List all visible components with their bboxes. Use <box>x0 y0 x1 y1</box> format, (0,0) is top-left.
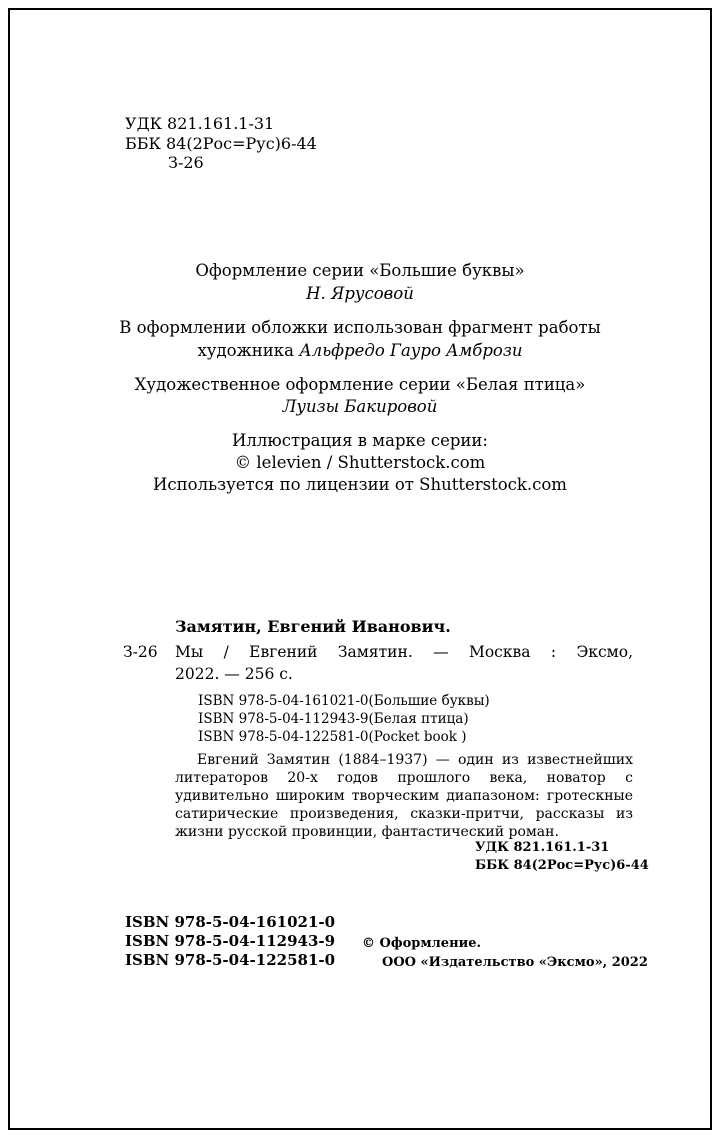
bbk-code-bottom: ББК 84(2Рос=Рус)6-44 <box>475 858 649 873</box>
annotation-text: Евгений Замятин (1884–1937) — один из известнейших литераторов 20-х годов прошлого века, новатор с удивительно широким творческим диапазоном: гротескные сатирические произведения, сказки-притчи, рассказы из жизни русской провинции, фантастический роман. <box>175 752 633 840</box>
isbn-bold-2: ISBN 978-5-04-112943-9 <box>125 932 336 950</box>
isbn-bold-3: ISBN 978-5-04-122581-0 <box>125 951 336 969</box>
title-verso-page <box>8 8 712 1130</box>
art-designer-name: Луизы Бакировой <box>282 397 438 416</box>
series-designer-name: Н. Ярусовой <box>306 284 414 303</box>
cover-artist-prefix: художника <box>197 341 294 360</box>
title-line: Мы / Евгений Замятин. — Москва : Эксмо, <box>175 643 633 661</box>
isbn-line-3: ISBN 978-5-04-122581-0(Pocket book ) <box>198 729 467 745</box>
author-mark-top: З-26 <box>168 153 204 172</box>
art-design-line: Художественное оформление серии «Белая птица» <box>134 375 586 394</box>
udk-code-bottom: УДК 821.161.1-31 <box>475 840 610 855</box>
annotation <box>175 751 633 841</box>
cover-fragment-line: В оформлении обложки использован фрагмент работы <box>119 318 601 337</box>
copyright-design: © Оформление. <box>362 936 482 951</box>
imprint-line: 2022. — 256 с. <box>175 665 293 683</box>
isbn-line-1: ISBN 978-5-04-161021-0(Большие буквы) <box>198 693 490 709</box>
cover-artist-name: Альфредо Гауро Амбрози <box>299 341 523 360</box>
bbk-code-top: ББК 84(2Рос=Рус)6-44 <box>125 134 317 153</box>
license-line: Используется по лицензии от Shutterstock.com <box>153 475 567 494</box>
isbn-bold-1: ISBN 978-5-04-161021-0 <box>125 913 336 931</box>
isbn-line-2: ISBN 978-5-04-112943-9(Белая птица) <box>198 711 469 727</box>
copyright-publisher: ООО «Издательство «Эксмо», 2022 <box>382 955 648 970</box>
illustration-copyright: © lelevien / Shutterstock.com <box>234 453 486 472</box>
illustration-line: Иллюстрация в марке серии: <box>232 431 488 450</box>
cover-artist-line <box>10 340 710 362</box>
author-mark: З-26 <box>123 643 158 661</box>
series-design-line: Оформление серии «Большие буквы» <box>195 261 525 280</box>
author-heading: Замятин, Евгений Иванович. <box>175 617 451 636</box>
udk-code-top: УДК 821.161.1-31 <box>125 114 275 133</box>
